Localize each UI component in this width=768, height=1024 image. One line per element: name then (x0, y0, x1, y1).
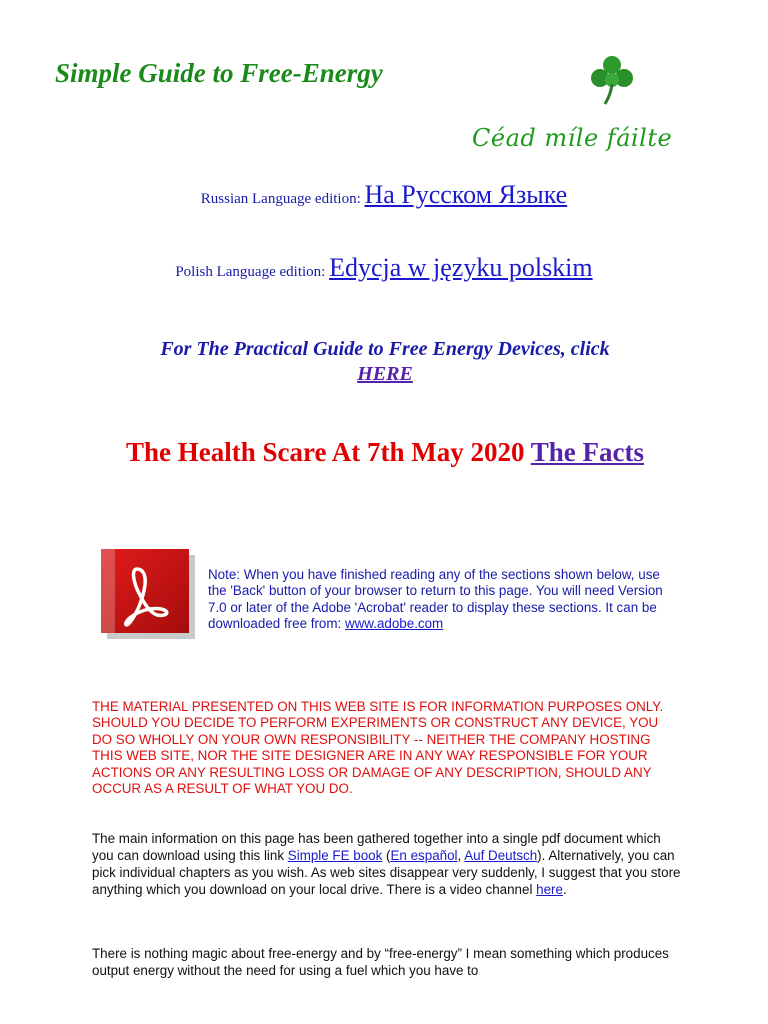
disclaimer-text: THE MATERIAL PRESENTED ON THIS WEB SITE IS FOR INFORMATION PURPOSES ONLY. SHOULD YOU DECIDE TO PERFORM EXPERIMENTS OR CONSTRUCT ANY DEVICE, YOU DO SO WHOLLY ON YOUR OWN RESPONSIBILITY -- NEITHER THE COMPANY HOSTING THIS WEB SITE, NOR THE SITE DESIGNER ARE IN ANY WAY RESPONSIBLE FOR YOUR ACTIONS OR ANY RESULTING LOSS OR DAMAGE OF ANY DESCRIPTION, SHOULD ANY OCCUR AS A RESULT OF WHAT YOU DO. (92, 699, 664, 797)
polish-edition-row (0, 253, 768, 283)
spanish-edition-link[interactable]: En español (390, 848, 458, 863)
practical-guide-text: For The Practical Guide to Free Energy Devices, click (160, 338, 610, 360)
russian-edition-label: Russian Language edition: (200, 191, 365, 207)
simple-fe-book-link[interactable]: Simple FE book (287, 848, 383, 863)
shamrock-icon (587, 54, 637, 106)
page-title: Simple Guide to Free-Energy (55, 58, 383, 88)
free-energy-intro-paragraph: There is nothing magic about free-energy and by “free-energy” I mean something which produces output energy without the need for using a fuel which you have to (92, 946, 669, 978)
polish-edition-label: Polish Language edition: (175, 264, 330, 280)
main-info-text-2: ( (382, 848, 391, 863)
the-facts-link[interactable]: The Facts (530, 437, 644, 467)
health-scare-heading (110, 435, 660, 469)
russian-edition-row (0, 180, 768, 210)
main-info-paragraph (92, 830, 682, 898)
acrobat-note-text: Note: When you have finished reading any of the sections shown below, use the 'Back' button of your browser to return to this page. You will need Version 7.0 or later of the Adobe 'Acrobat' reader to display these sections. It can be downloaded free from: (208, 567, 663, 632)
practical-guide-notice (110, 337, 660, 387)
greeting-text: Céad míle fáilte (472, 124, 673, 152)
german-edition-link[interactable]: Auf Deutsch (464, 848, 538, 863)
pdf-icon[interactable] (101, 549, 197, 639)
main-info-text-3: , (457, 848, 465, 863)
practical-guide-link[interactable]: HERE (357, 363, 413, 385)
polish-edition-link[interactable]: Edycja w języku polskim (329, 253, 593, 282)
main-info-text-5: . (562, 882, 567, 897)
russian-edition-link[interactable]: На Русском Языке (364, 180, 568, 209)
main-info-text-4: ). Alternatively, you can pick individual chapters as you wish. As web sites disappear very suddenly, I suggest that you store anything which you download on your local drive. There is a video channel (92, 848, 681, 897)
acrobat-note (208, 567, 668, 633)
video-channel-link[interactable]: here (536, 882, 563, 897)
adobe-link[interactable]: www.adobe.com (344, 616, 444, 632)
main-info-text-1: The main information on this page has been gathered together into a single pdf document which you can download using this link (92, 831, 661, 863)
health-scare-text: The Health Scare At 7th May 2020 (126, 437, 531, 467)
